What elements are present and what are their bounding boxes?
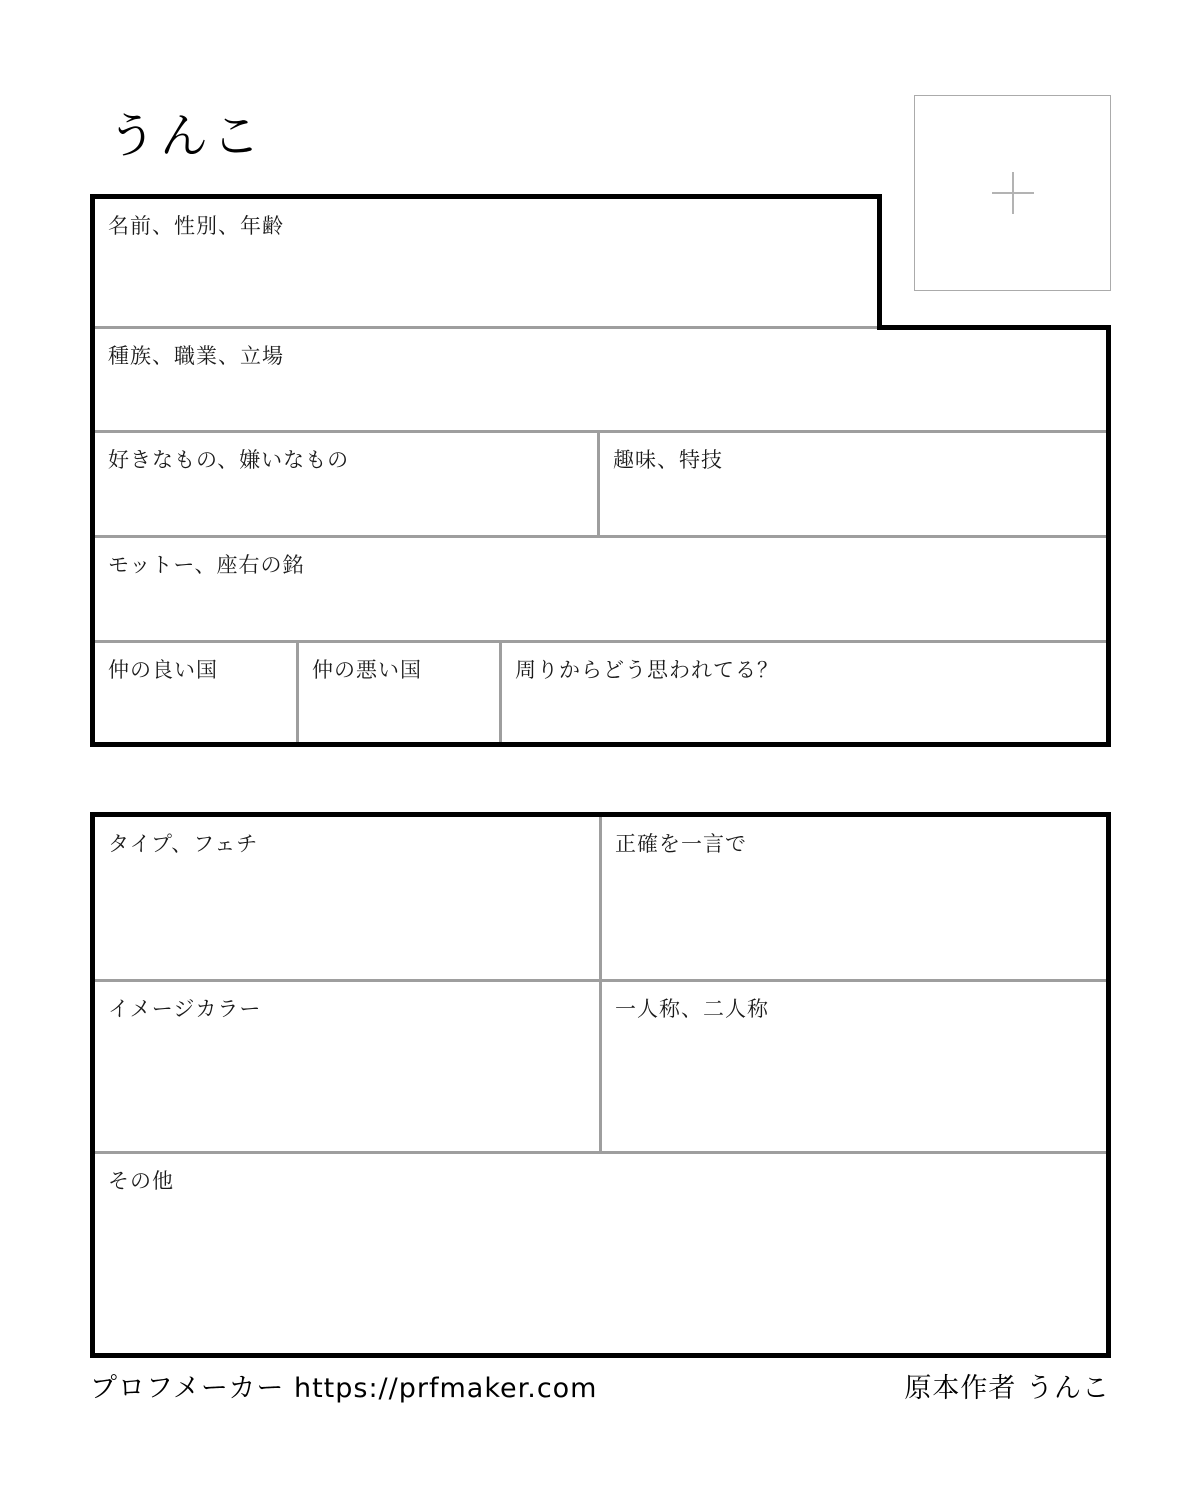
- field-likes-dislikes[interactable]: [95, 433, 597, 535]
- field-personality-one-word-label: 正確を一言で: [615, 832, 747, 856]
- field-hobby-skill-label: 趣味、特技: [613, 448, 723, 472]
- field-pronouns-label: 一人称、二人称: [615, 997, 769, 1021]
- field-unfriendly-countries[interactable]: [299, 643, 499, 742]
- footer-site-credit: プロフメーカー https://prfmaker.com: [90, 1373, 598, 1404]
- field-type-fetish-label: タイプ、フェチ: [108, 832, 259, 856]
- field-hobby-skill[interactable]: [600, 433, 1106, 535]
- card1-border-right: [1106, 325, 1111, 747]
- field-race-job-position-label: 種族、職業、立場: [108, 344, 284, 368]
- field-other[interactable]: [95, 1154, 1106, 1353]
- page-title: うんこ: [108, 108, 265, 164]
- field-reputation-label: 周りからどう思われてる？: [515, 658, 779, 682]
- field-reputation[interactable]: [502, 643, 1106, 742]
- field-name-gender-age-label: 名前、性別、年齢: [108, 214, 284, 238]
- field-race-job-position[interactable]: [95, 329, 1106, 430]
- field-personality-one-word[interactable]: [602, 817, 1106, 979]
- field-likes-dislikes-label: 好きなもの、嫌いなもの: [108, 448, 350, 472]
- field-motto[interactable]: [95, 538, 1106, 640]
- field-friendly-countries[interactable]: [95, 643, 296, 742]
- field-friendly-countries-label: 仲の良い国: [108, 658, 218, 682]
- plus-icon: [991, 171, 1035, 215]
- field-type-fetish[interactable]: [95, 817, 599, 979]
- photo-upload-box[interactable]: [914, 95, 1111, 291]
- field-other-label: その他: [108, 1169, 174, 1193]
- field-pronouns[interactable]: [602, 982, 1106, 1151]
- field-motto-label: モットー、座右の銘: [108, 553, 305, 577]
- footer-author-credit: 原本作者 うんこ: [904, 1373, 1110, 1404]
- field-image-color-label: イメージカラー: [108, 997, 262, 1021]
- field-image-color[interactable]: [95, 982, 599, 1151]
- card1-border-bottom: [90, 742, 1111, 747]
- card1-border-notch-vertical: [877, 194, 882, 330]
- field-name-gender-age[interactable]: [95, 199, 877, 326]
- field-unfriendly-countries-label: 仲の悪い国: [312, 658, 422, 682]
